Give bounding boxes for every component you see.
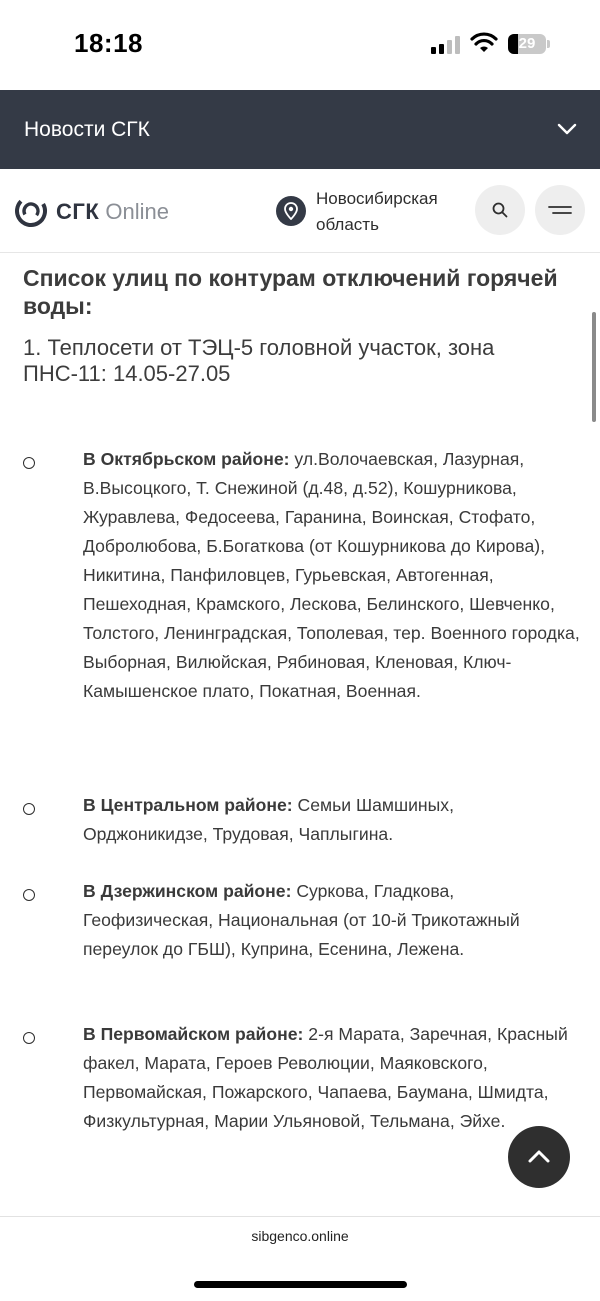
site-header [0,169,600,253]
region-line-1: Новосибирская [316,189,438,208]
district-streets: Семьи Шамшиных, Орджоникидзе, Трудовая, Чаплыгина. [83,795,454,844]
menu-icon [548,203,572,217]
region-selector[interactable] [316,186,466,238]
section-title: 1. Теплосети от ТЭЦ-5 головной участок, зона ПНС-11: 14.05-27.05 [23,335,495,386]
battery-tip [547,40,550,48]
menu-button[interactable] [535,185,585,235]
scroll-to-top-button[interactable] [508,1126,570,1188]
search-icon [492,202,508,218]
battery-level: 29 [518,35,536,52]
page-title: Список улиц по контурам отключений горячей воды: [23,265,558,319]
district-streets: ул.Волочаевская, Лазурная, В.Высоцкого, Т. Снежиной (д.48, д.52), Кошурникова, Журавлева, Федосеева, Гаранина, Воинская, Стофато, Добролюбова, Б.Богаткова (от Кошурникова до Кирова), Никитина, Панфиловцев, Гурьевская, Автогенная, Пешеходная, Крамского, Лескова, Белинского, Шевченко, Толстого, Ленинградская, Тополевая, тер. Военного городка, Выборная, Вилюйская, Рябиновая, Кленовая, Ключ-Камышенское плато, Покатная, Военная. [83,449,580,701]
district-name: В Октябрьском районе: [83,449,290,469]
news-dropdown-bar[interactable] [0,90,600,169]
district-streets: 2-я Марата, Заречная, Красный факел, Марата, Героев Революции, Маяковского, Первомайская, Пожарского, Чапаева, Баумана, Шмидта, Физкультурная, Марии Ульяновой, Тельмана, Эйхе. [83,1024,568,1131]
sgk-logo-icon[interactable] [14,194,48,228]
bullet-icon [23,457,35,469]
scrollbar[interactable] [592,312,596,422]
logo-suffix: Online [105,199,170,224]
address-bar[interactable]: sibgenco.online [251,1228,349,1244]
logo-brand: СГК [56,199,100,224]
status-time: 18:18 [74,28,143,58]
search-button[interactable] [475,185,525,235]
list-item-text [83,877,583,964]
district-name: В Первомайском районе: [83,1024,304,1044]
cellular-signal-icon [431,36,461,54]
bullet-icon [23,889,35,901]
bullet-icon [23,1032,35,1044]
district-streets: Суркова, Гладкова, Геофизическая, Национальная (от 10-й Трикотажный переулок до ГБШ), Куприна, Есенина, Лежена. [83,881,520,959]
status-bar [0,0,600,90]
district-name: В Центральном районе: [83,795,293,815]
arrow-up-icon [527,1148,551,1164]
chevron-down-icon[interactable] [557,122,577,136]
district-name: В Дзержинском районе: [83,881,292,901]
home-indicator[interactable] [194,1281,407,1288]
battery-icon [508,34,546,54]
list-item-text [83,791,583,849]
region-line-2: область [316,215,379,234]
browser-bottom-bar [0,1216,600,1301]
location-pin-icon[interactable] [276,196,306,226]
list-item-text [83,1020,583,1136]
logo-wordmark[interactable] [56,199,169,225]
wifi-icon [470,32,498,54]
news-bar-title: Новости СГК [24,118,150,141]
bullet-icon [23,803,35,815]
list-item-text [83,445,583,706]
